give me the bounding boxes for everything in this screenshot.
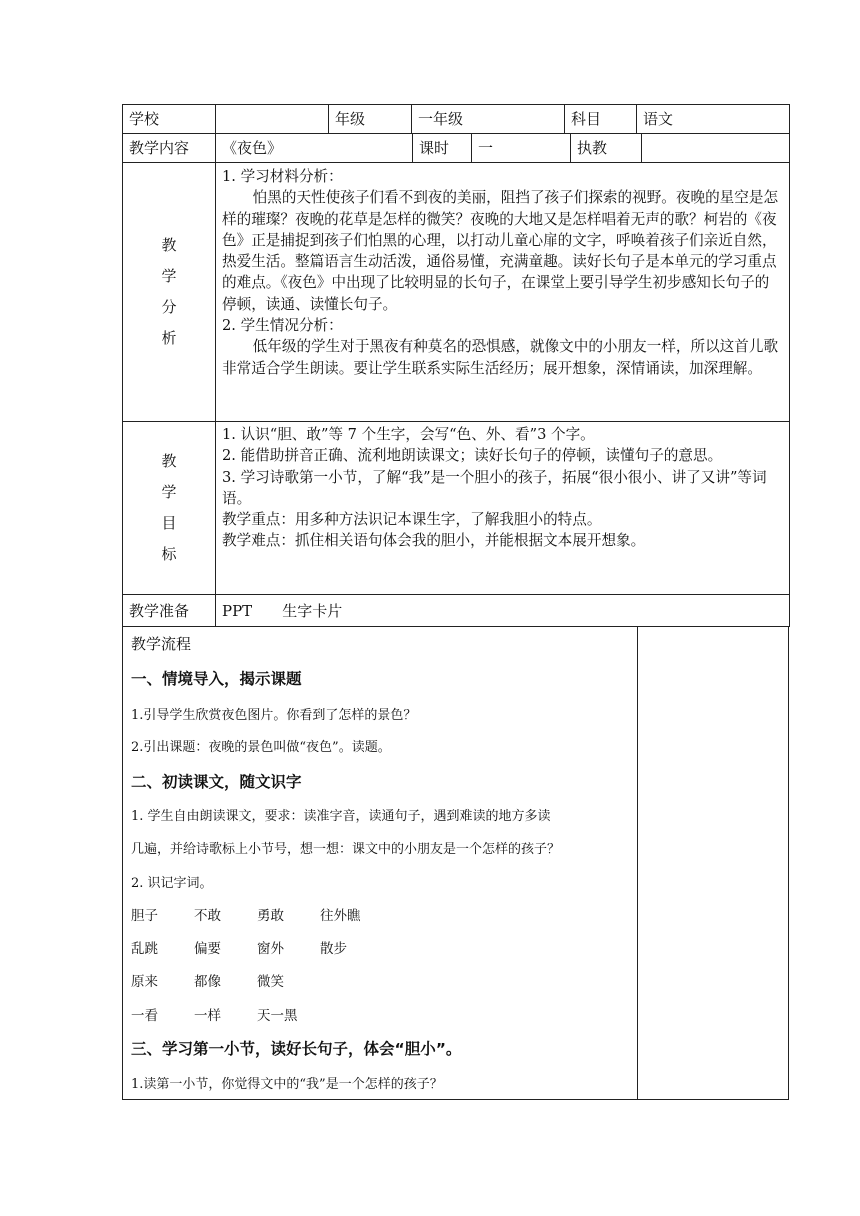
goal-2: 2. 能借助拼音正确、流利地朗读课文；读好长句子的停顿，读懂句子的意思。	[222, 447, 723, 465]
goals-label: 教 学 目 标	[123, 422, 216, 595]
prep-row	[122, 594, 790, 627]
analysis-row	[122, 162, 790, 422]
grade-value: 一年级	[412, 105, 565, 134]
difficult-point: 教学难点：抓住相关语句体会我的胆小，并能根据文本展开想象。	[222, 532, 646, 550]
content-value: 《夜色》	[216, 134, 413, 163]
section-1-item-1: 1.引导学生欣赏夜色图片。你看到了怎样的景色？	[131, 708, 417, 723]
subject-value: 语文	[637, 105, 790, 134]
goal-1: 1. 认识“胆、敢”等 7 个生字，会写“色、外、看”3 个字。	[222, 426, 595, 443]
word-row-1: 胆子 不敢 勇敢 往外瞧	[131, 908, 361, 924]
key-point: 教学重点：用多种方法识记本课生字，了解我胆小的特点。	[222, 511, 602, 529]
school-value	[216, 105, 329, 134]
section-2-item-2: 2. 识记字词。	[131, 876, 213, 891]
teacher-label: 执教	[571, 134, 642, 163]
school-label: 学校	[123, 105, 216, 134]
analysis-heading-1: 1. 学习材料分析：	[222, 168, 343, 185]
section-3-heading: 三、学习第一小节，读好长句子，体会“胆小”。	[131, 1040, 462, 1058]
content-label: 教学内容	[123, 134, 216, 163]
analysis-content	[216, 163, 790, 422]
grade-label: 年级	[329, 105, 412, 134]
section-1-item-2: 2.引出课题：夜晚的景色叫做“夜色”。读题。	[131, 740, 391, 755]
analysis-heading-2: 2. 学生情况分析：	[222, 317, 343, 335]
period-value: 一	[472, 134, 571, 163]
period-label: 课时	[413, 134, 472, 163]
analysis-paragraph-2: 低年级的学生对于黑夜有种莫名的恐惧感，就像文中的小朋友一样，所以这首儿歌非常适合学生朗读。要让学生联系实际生活经历；展开想象，深情诵读，加深理解。	[222, 338, 779, 377]
flow-right-cell	[636, 626, 789, 1100]
header-row-1	[122, 104, 790, 134]
flow-title: 教学流程	[131, 635, 192, 653]
section-3-item-1: 1.读第一小节，你觉得文中的“我”是一个怎样的孩子？	[131, 1077, 443, 1092]
goals-row	[122, 421, 790, 595]
section-2-heading: 二、初读课文，随文识字	[131, 773, 302, 791]
section-2-item-1b: 几遍，并给诗歌标上小节号，想一想：课文中的小朋友是一个怎样的孩子？	[131, 842, 561, 857]
analysis-paragraph-1: 怕黑的天性使孩子们看不到夜的美丽，阻挡了孩子们探索的视野。夜晚的星空是怎样的璀璨？夜晚的花草是怎样的微笑？夜晚的大地又是怎样唱着无声的歌？柯岩的《夜色》正是捕捉到孩子们怕黑的心理，以打动儿童心扉的文字，呼唤着孩子们亲近自然，热爱生活。整篇语言生动活泼，通俗易懂，充满童趣。读好长句子是本单元的学习重点的难点。《夜色》中出现了比较明显的长句子，在课堂上要引导学生初步感知长句子的停顿，读通、读懂长句子。	[222, 189, 779, 313]
flow-left-cell	[122, 626, 638, 1100]
goals-content	[216, 422, 790, 595]
word-row-2: 乱跳 偏要 窗外 散步	[131, 941, 347, 957]
section-2-item-1a: 1. 学生自由朗读课文，要求：读准字音，读通句子，遇到难读的地方多读	[131, 809, 551, 824]
goal-3: 3. 学习诗歌第一小节，了解“我”是一个胆小的孩子，拓展“很小很小、讲了又讲”等词语。	[222, 468, 767, 507]
header-row-2	[122, 133, 790, 163]
section-1-heading: 一、情境导入，揭示课题	[131, 670, 302, 688]
prep-label: 教学准备	[123, 595, 216, 627]
word-row-3: 原来 都像 微笑	[131, 974, 284, 990]
analysis-label: 教 学 分 析	[123, 163, 216, 422]
subject-label: 科目	[565, 105, 637, 134]
prep-value: PPT 生字卡片	[216, 595, 790, 627]
teacher-value	[642, 134, 790, 163]
word-row-4: 一看 一样 天一黑	[131, 1008, 298, 1024]
